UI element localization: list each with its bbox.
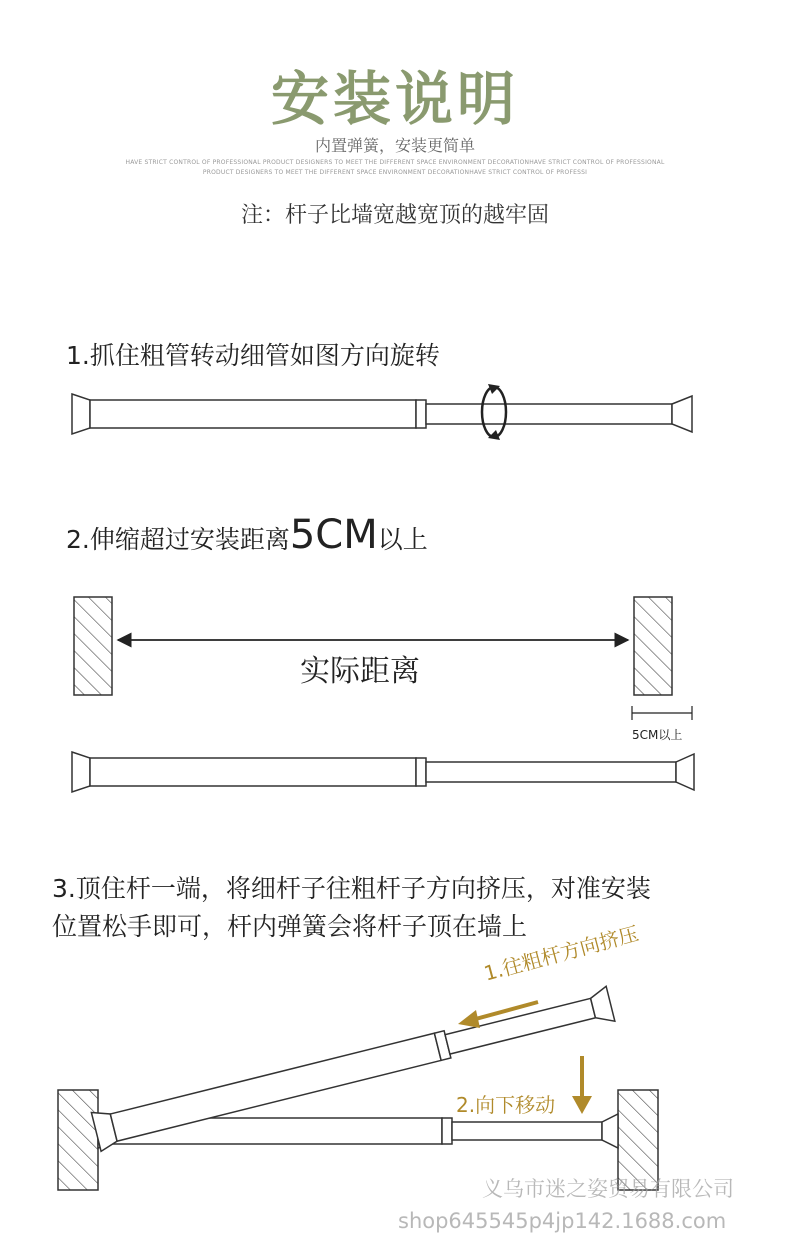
step-3-line-1: 3.顶住杆一端，将细杆子往粗杆子方向挤压，对准安装 (52, 874, 651, 903)
step-2-suffix: 以上 (377, 525, 428, 554)
rod-step-1 (72, 394, 692, 434)
extra-length-marker (632, 706, 692, 720)
wall-left-step-3 (58, 1090, 98, 1190)
step-2-prefix: 2.伸缩超过安装距离 (66, 525, 290, 554)
step-3-line-2: 位置松手即可，杆内弹簧会将杆子顶在墙上 (52, 912, 528, 941)
page-title: 安装说明 (270, 65, 519, 133)
wall-right-step-2 (634, 597, 672, 695)
watermark-shop: shop645545p4jp142.1688.com (398, 1209, 727, 1233)
down-arrow-icon (572, 1056, 592, 1114)
fine-print-line-1: HAVE STRICT CONTROL OF PROFESSIONAL PRODUCT DESIGNERS TO MEET THE DIFFERENT SPACE ENVIRONMENT DECORATIONHAVE STRICT CONTROL OF PROFESSIONAL (125, 159, 665, 166)
step-2-highlight: 5CM (289, 512, 378, 558)
fine-print-line-2: PRODUCT DESIGNERS TO MEET THE DIFFERENT SPACE ENVIRONMENT DECORATIONHAVE STRICT CONTROL OF PROFESSI (202, 169, 588, 176)
watermark-company: 义乌市迷之姿贸易有限公司 (482, 1177, 734, 1201)
extra-length-label: 5CM以上 (632, 728, 683, 742)
push-label: 1.往粗杆方向挤压 (481, 921, 642, 986)
wall-left-step-2 (74, 597, 112, 695)
step-1-text: 1.抓住粗管转动细管如图方向旋转 (66, 341, 440, 370)
rod-step-2 (72, 752, 694, 792)
page-subtitle: 内置弹簧，安装更简单 (314, 136, 475, 155)
distance-label: 实际距离 (300, 654, 420, 689)
move-down-label: 2.向下移动 (456, 1093, 556, 1117)
install-note: 注：杆子比墙宽越宽顶的越牢固 (240, 203, 549, 228)
